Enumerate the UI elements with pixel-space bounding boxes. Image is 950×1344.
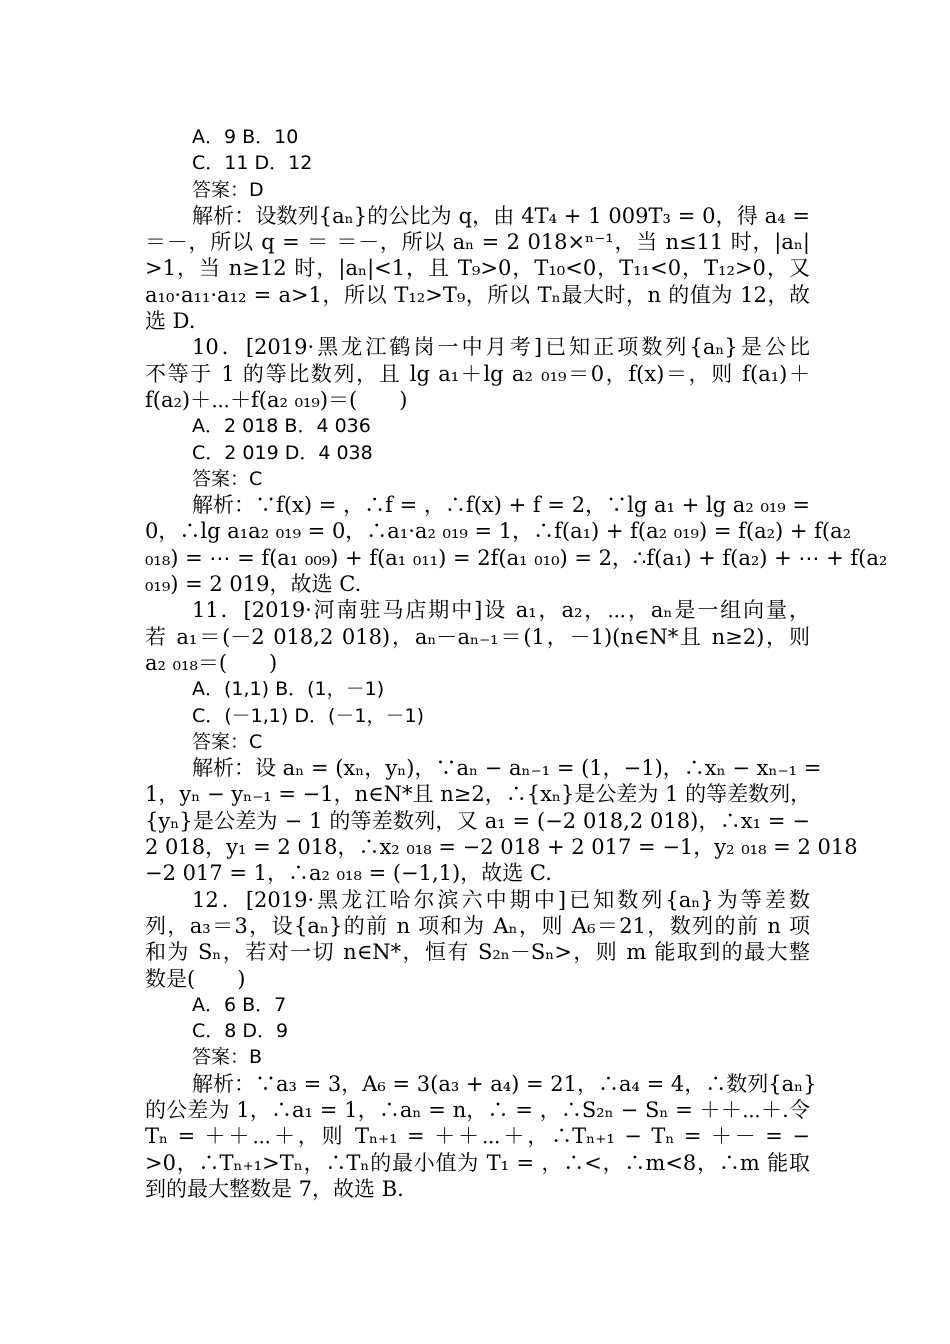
question-line: 和为 Sₙ，若对一切 n∈N*，恒有 S₂ₙ－Sₙ>，则 m 能取到的最大整 xyxy=(145,940,810,965)
question-line: 列，a₃＝3，设{aₙ}的前 n 项和为 Aₙ，则 A₆＝21，数列的前 n 项 xyxy=(145,913,810,938)
question-line: 10．[2019·黑龙江鹤岗一中月考]已知正项数列{aₙ}是公比 xyxy=(192,335,810,360)
document-body xyxy=(145,124,888,1202)
question-line: 11．[2019·河南驻马店期中]设 a₁，a₂，⋯，aₙ是一组向量， xyxy=(192,598,810,623)
solution-line: a₁₀·a₁₁·a₁₂ = a>1，所以 T₁₂>T₉，所以 Tₙ最大时，n 的值为 12，故 xyxy=(145,282,810,307)
question-line: 若 a₁＝(－2 018,2 018)，aₙ－aₙ₋₁＝(1，－1)(n∈N*且 n≥2)，则 xyxy=(145,624,810,649)
solution-line: 0，∴lg a₁a₂ ₀₁₉ = 0，∴a₁·a₂ ₀₁₉ = 1，∴f(a₁) + f(a₂ ₀₁₉) = f(a₂) + f(a₂ xyxy=(145,519,852,544)
option-line: A．2 018 B．4 036 xyxy=(192,415,371,438)
option-line: A．9 B．10 xyxy=(192,126,299,148)
question-line: a₂ ₀₁₈＝( ) xyxy=(145,650,278,675)
solution-line: {yₙ}是公差为 − 1 的等差数列，又 a₁ = (−2 018,2 018)，∴x₁ = − xyxy=(145,808,810,833)
option-line: C．2 019 D．4 038 xyxy=(192,441,373,464)
option-line: C．(－1,1) D．(－1，－1) xyxy=(192,704,424,727)
option-line: A．(1,1) B．(1，－1) xyxy=(192,678,385,701)
solution-line: 的公差为 1，∴a₁ = 1，∴aₙ = n，∴ = ，∴S₂ₙ − Sₙ = ＋＋⋯＋.令 xyxy=(145,1097,810,1122)
solution-line: 解析：设 aₙ = (xₙ，yₙ)，∵aₙ − aₙ₋₁ = (1，−1)，∴xₙ − xₙ₋₁ = xyxy=(192,756,822,781)
solution-line: 2 018，y₁ = 2 018，∴x₂ ₀₁₈ = −2 018 + 2 017 = −1，y₂ ₀₁₈ = 2 018 xyxy=(145,835,858,860)
answer-line: 答案：C xyxy=(192,730,263,753)
solution-line: 解析：∵f(x) = ，∴f = ，∴f(x) + f = 2，∵lg a₁ + lg a₂ ₀₁₉ = xyxy=(192,493,810,518)
option-line: C．11 D．12 xyxy=(192,152,313,175)
question-line: 12．[2019·黑龙江哈尔滨六中期中]已知数列{aₙ}为等差数 xyxy=(192,887,810,912)
answer-line: 答案：B xyxy=(192,1046,263,1069)
solution-line: ＝－，所以 q = ＝ ＝－，所以 aₙ = 2 018×ⁿ⁻¹，当 n≤11 时，|aₙ| xyxy=(145,230,810,255)
solution-line: −2 017 = 1，∴a₂ ₀₁₈ = (−1,1)，故选 C. xyxy=(145,861,552,886)
question-line: 数是( ) xyxy=(145,966,246,991)
answer-line: 答案：D xyxy=(192,178,264,201)
question-line: 不等于 1 的等比数列，且 lg a₁＋lg a₂ ₀₁₉＝0，f(x)＝，则 f(a₁)＋ xyxy=(145,361,810,386)
solution-line: ₀₁₉) = 2 019，故选 C. xyxy=(145,572,362,597)
solution-line: 选 D. xyxy=(145,309,196,334)
solution-line: 解析：设数列{aₙ}的公比为 q，由 4T₄ + 1 009T₃ = 0，得 a₄ = xyxy=(192,203,810,228)
solution-line: ₀₁₈) = ⋯ = f(a₁ ₀₀₉) + f(a₁ ₀₁₁) = 2f(a₁ ₀₁₀) = 2，∴f(a₁) + f(a₂) + ⋯ + f(a₂ xyxy=(145,545,888,570)
question-line: f(a₂)＋⋯＋f(a₂ ₀₁₉)＝( ) xyxy=(145,387,408,412)
option-line: C．8 D．9 xyxy=(192,1020,289,1043)
solution-line: >0，∴Tₙ₊₁>Tₙ，∴Tₙ的最小值为 T₁ = ，∴<，∴m<8，∴m 能取 xyxy=(145,1150,810,1175)
solution-line: 到的最大整数是 7，故选 B. xyxy=(145,1176,404,1201)
solution-line: 1，yₙ − yₙ₋₁ = −1，n∈N*且 n≥2，∴{xₙ}是公差为 1 的等差数列， xyxy=(145,782,812,807)
option-line: A．6 B．7 xyxy=(192,993,287,1016)
solution-line: Tₙ = ＋＋⋯＋，则 Tₙ₊₁ = ＋＋⋯＋，∴Tₙ₊₁ − Tₙ = ＋－ = − xyxy=(145,1124,810,1149)
answer-line: 答案：C xyxy=(192,467,263,490)
solution-line: >1，当 n≥12 时，|aₙ|<1，且 T₉>0，T₁₀<0，T₁₁<0，T₁₂>0，又 xyxy=(145,256,810,281)
solution-line: 解析：∵a₃ = 3，A₆ = 3(a₃ + a₄) = 21，∴a₄ = 4，∴数列{aₙ} xyxy=(192,1071,817,1096)
